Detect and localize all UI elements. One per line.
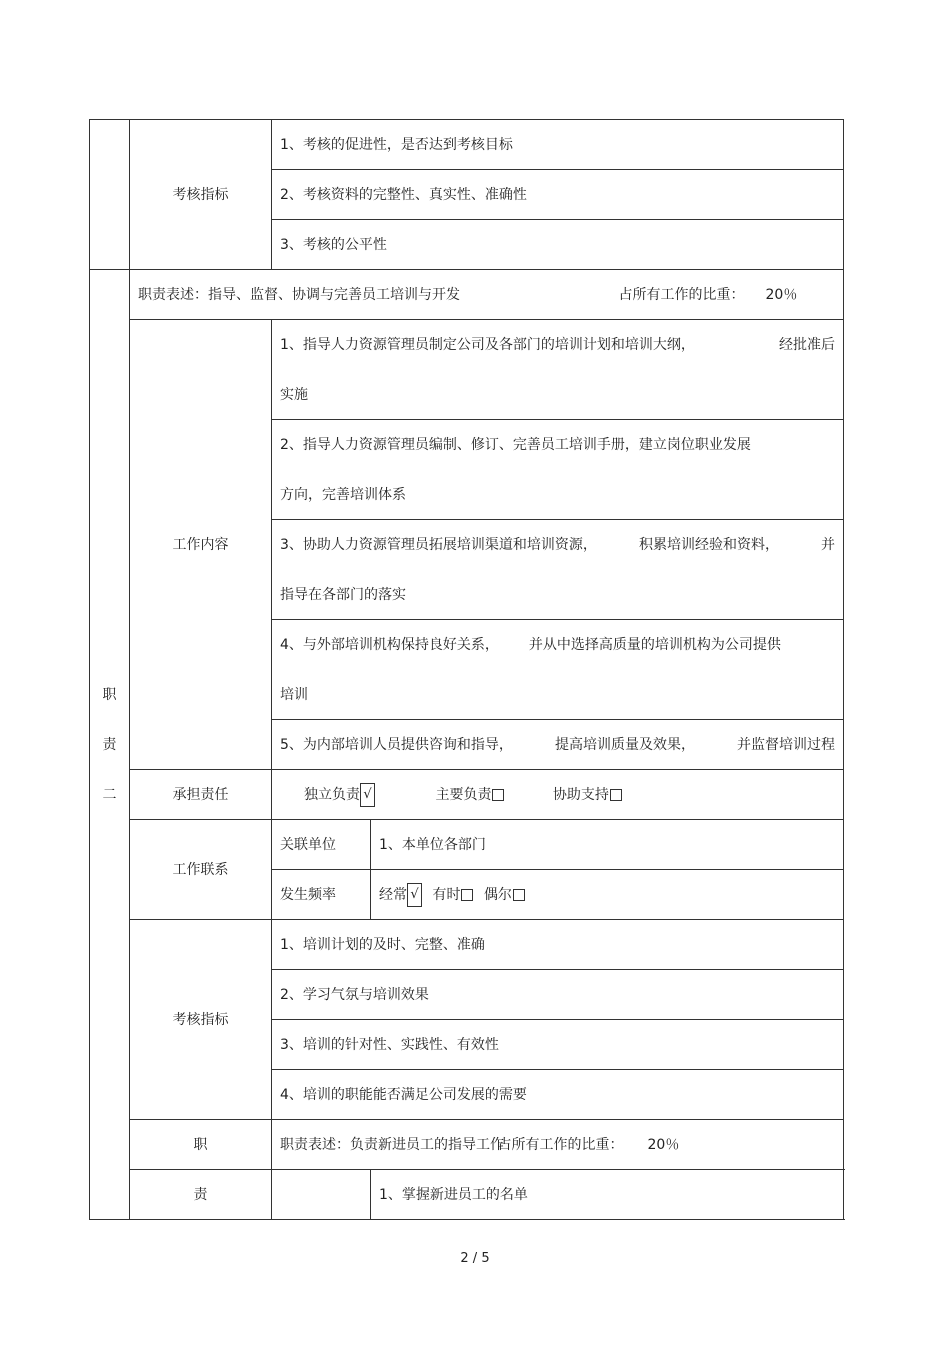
freq-options	[371, 870, 844, 920]
rel-unit-value: 1、本单位各部门	[371, 820, 844, 870]
resp-option-label: 独立负责	[304, 786, 360, 803]
section2-side-label	[90, 270, 130, 1220]
section2-kpi-label: 考核指标	[130, 920, 272, 1120]
checkbox-empty-icon	[610, 789, 622, 801]
freq-option-label: 偶尔	[483, 886, 512, 903]
resp-option-main	[435, 786, 504, 804]
checkbox-empty-icon	[513, 889, 525, 901]
work-item-text: 并监督培训过程	[737, 736, 835, 753]
section2-weight-label: 占所有工作的比重：	[618, 286, 745, 303]
section2-work-label: 工作内容	[130, 320, 272, 770]
work-item-text: 2、指导人力资源管理员编制、修订、完善员工培训手册，建立岗位职业发展	[280, 436, 751, 453]
work-item-text: 培训	[280, 686, 308, 703]
resp-option-label: 协助支持	[552, 786, 609, 803]
section1-kpi-label: 考核指标	[130, 120, 272, 270]
resp-option-label: 主要负责	[435, 786, 492, 803]
section2-weight-value: 20％	[765, 286, 798, 303]
section1-kpi-item: 1、考核的促进性，是否达到考核目标	[272, 120, 844, 170]
section3-label-cell	[272, 1170, 371, 1220]
work-item-text: 经批准后	[779, 336, 835, 353]
work-item	[272, 520, 844, 620]
section3-side-char: 职	[130, 1120, 272, 1170]
check-mark-icon: √	[360, 783, 375, 807]
rel-freq-label: 发生频率	[272, 870, 371, 920]
rel-unit-label: 关联单位	[272, 820, 371, 870]
work-item-text: 实施	[280, 386, 308, 403]
freq-option-label: 有时	[432, 886, 461, 903]
work-item	[272, 620, 844, 720]
work-item-text: 积累培训经验和资料，	[638, 536, 779, 553]
work-item-text: 并	[821, 536, 835, 553]
checkbox-empty-icon	[461, 889, 473, 901]
check-mark-icon: √	[407, 883, 422, 907]
work-item	[272, 320, 844, 420]
section2-resp-label: 承担责任	[130, 770, 272, 820]
work-item	[272, 720, 844, 770]
freq-option-label: 经常	[379, 886, 407, 903]
work-item-text: 1、指导人力资源管理员制定公司及各部门的培训计划和培训大纲，	[280, 336, 695, 353]
section3-weight-value: 20％	[647, 1136, 680, 1153]
section2-kpi-item: 3、培训的针对性、实践性、有效性	[272, 1020, 844, 1070]
section1-kpi-item: 2、考核资料的完整性、真实性、准确性	[272, 170, 844, 220]
work-item-text: 并从中选择高质量的培训机构为公司提供	[528, 636, 781, 653]
section3-side-char: 责	[130, 1170, 272, 1220]
checkbox-empty-icon	[492, 789, 504, 801]
section2-desc-row	[130, 270, 844, 320]
work-item-text: 4、与外部培训机构保持良好关系，	[280, 636, 499, 653]
section1-side-cell	[90, 120, 130, 270]
side-char: 责	[102, 736, 117, 753]
section3-desc: 职责表述：负责新进员工的指导工作	[280, 1136, 504, 1153]
side-char: 职	[102, 686, 117, 703]
job-description-table	[89, 119, 844, 1220]
work-item	[272, 420, 844, 520]
section2-kpi-item: 4、培训的职能能否满足公司发展的需要	[272, 1070, 844, 1120]
page-number: 2 / 5	[460, 1251, 490, 1266]
work-item-text: 方向，完善培训体系	[280, 486, 406, 503]
side-char: 二	[102, 786, 117, 803]
resp-option-assist	[553, 786, 622, 804]
section2-kpi-item: 2、学习气氛与培训效果	[272, 970, 844, 1020]
section3-weight-label: 占所有工作的比重：	[497, 1136, 624, 1153]
section1-kpi-item: 3、考核的公平性	[272, 220, 844, 270]
resp-option-independent	[304, 783, 375, 807]
work-item-text: 提高培训质量及效果，	[554, 736, 695, 753]
section3-desc-row	[272, 1120, 844, 1170]
resp-options	[272, 770, 844, 820]
work-item-text: 5、为内部培训人员提供咨询和指导，	[280, 736, 513, 753]
work-item-text: 3、协助人力资源管理员拓展培训渠道和培训资源，	[280, 536, 597, 553]
section3-item: 1、掌握新进员工的名单	[371, 1170, 844, 1220]
section2-rel-label: 工作联系	[130, 820, 272, 920]
section2-kpi-item: 1、培训计划的及时、完整、准确	[272, 920, 844, 970]
work-item-text: 指导在各部门的落实	[280, 586, 406, 603]
section2-desc: 职责表述：指导、监督、协调与完善员工培训与开发	[138, 286, 460, 303]
